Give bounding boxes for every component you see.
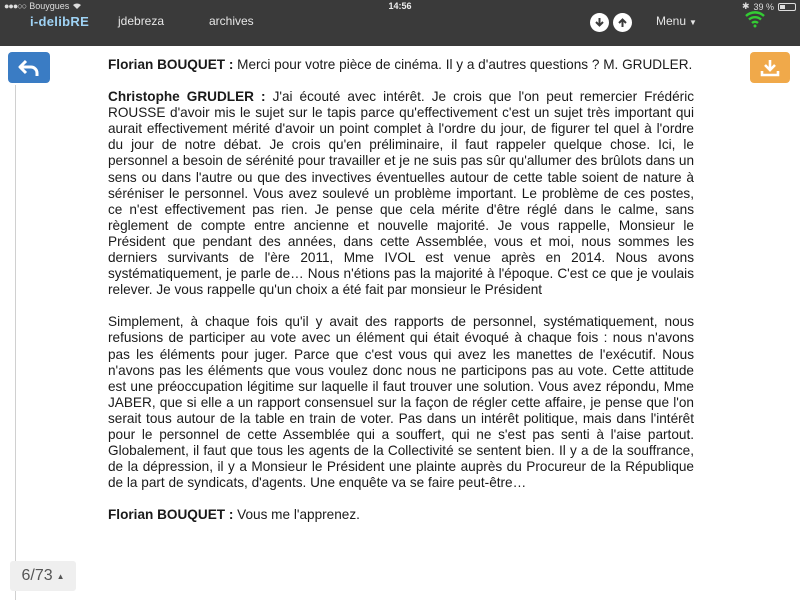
paragraph: [108, 314, 694, 491]
speaker-name: Florian BOUQUET :: [108, 507, 234, 523]
nav-archives-link[interactable]: archives: [209, 14, 254, 28]
menu-dropdown[interactable]: [656, 14, 697, 28]
app-logo-text: i-delibRE: [30, 14, 90, 29]
back-arrow-icon: [18, 59, 40, 77]
battery-percent: 39 %: [753, 1, 774, 12]
page-indicator[interactable]: [10, 561, 76, 591]
nav-user-link[interactable]: jdebreza: [118, 14, 165, 28]
document-content: [108, 57, 694, 539]
paragraph: [108, 57, 694, 73]
top-bar: [0, 0, 800, 46]
arrow-down-circle-icon[interactable]: [590, 13, 609, 32]
paragraph: [108, 89, 694, 298]
wifi-icon: [744, 10, 766, 28]
signal-strength-icon: ●●●○○: [4, 1, 27, 11]
battery-icon: [778, 3, 796, 11]
menu-label: Menu: [656, 14, 687, 28]
caret-down-icon: ▼: [689, 18, 697, 27]
app-logo[interactable]: [30, 14, 89, 29]
download-icon: [760, 59, 780, 77]
bluetooth-icon: ✱: [741, 1, 750, 11]
app-navbar: [0, 12, 800, 46]
speaker-name: Christophe GRUDLER :: [108, 89, 266, 105]
paragraph: [108, 507, 694, 523]
back-button[interactable]: [8, 52, 50, 83]
paragraph-text: Simplement, à chaque fois qu'il y avait des rapports de personnel, systématiquement, nous refusions de participer au vote avec un élément qui était évoqué à chaque fois : nous n'avons pas les éléments pour juger. Parce que c'est vous qui avez les manettes de l'exécutif. Nous n'avons pas les éléments que vous voulez donc nous ne participons pas au vote. Cette attitude est une préoccupation légitime sur laquelle il faut trouver une solution. Vous avez répondu, Mme JABER, que si elle a un rapport consensuel sur la façon de régler cette affaire, je pense que l'on serait tous autour de la table en train de voter. Pas dans un intérêt politique, mais dans l'intérêt pour le personnel de cette Assemblée qui a souffert, qui ne s'est pas senti à l'aise partout. Globalement, il faut que tous les agents de la Collectivité se sentent bien. Il y a de la souffrance, de la dépression, il y a Monsieur le Président une plainte auprès du Procureur de la République de la part de syndicats, d'agents. Une enquête va se faire peut-être…: [108, 314, 694, 491]
speaker-name: Florian BOUQUET :: [108, 57, 234, 72]
caret-up-icon: ▲: [56, 571, 65, 581]
paragraph-text: Merci pour votre pièce de cinéma. Il y a d'autres questions ? M. GRUDLER.: [237, 57, 693, 72]
clock: 14:56: [388, 1, 412, 11]
status-bar: [0, 0, 800, 12]
page-number: 6/73: [21, 567, 53, 584]
carrier-name: Bouygues: [29, 1, 70, 11]
arrow-up-circle-icon[interactable]: [613, 13, 632, 32]
left-divider: [15, 85, 16, 600]
paragraph-text: Vous me l'apprenez.: [237, 507, 360, 523]
download-button[interactable]: [750, 52, 790, 83]
paragraph-text: J'ai écouté avec intérêt. Je crois que l'on peut remercier Frédéric ROUSSE d'avoir mis le sujet sur le tapis parce qu'effectivement c'est un sujet très important qui aurait effectivement mérité d'avoir un point complet à l'ordre du jour, de figurer tel quel à l'ordre du jour de notre débat. Je crois qu'en préliminaire, il faut rappeler quelque chose. Ici, le personnel a besoin de sérénité pour travailler et je ne suis pas sûr qu'allumer des brûlots dans un sens ou dans l'autre ou que des invectives éventuelles autour de cette table soient de nature à séréniser le personnel. Vous avez soulevé un problème important. Le problème de ces postes, ce n'est effectivement pas rien. Je pense que cela mérite d'être réglé dans le calme, sans règlement de compte entre ancienne et nouvelle majorité. Je vous rappelle, Monsieur le Président que pendant des années, dans cette Assemblée, vous et moi, nous sommes les derniers survivants de l'ère 2011, Mme IVOL est venue après en 2014. Nous avons systématiquement, je parle de… Nous n'étions pas la majorité à l'époque. C'est ce que je voulais relever. Je vous rappelle qu'un choix a été fait par monsieur le Président: [108, 89, 695, 298]
